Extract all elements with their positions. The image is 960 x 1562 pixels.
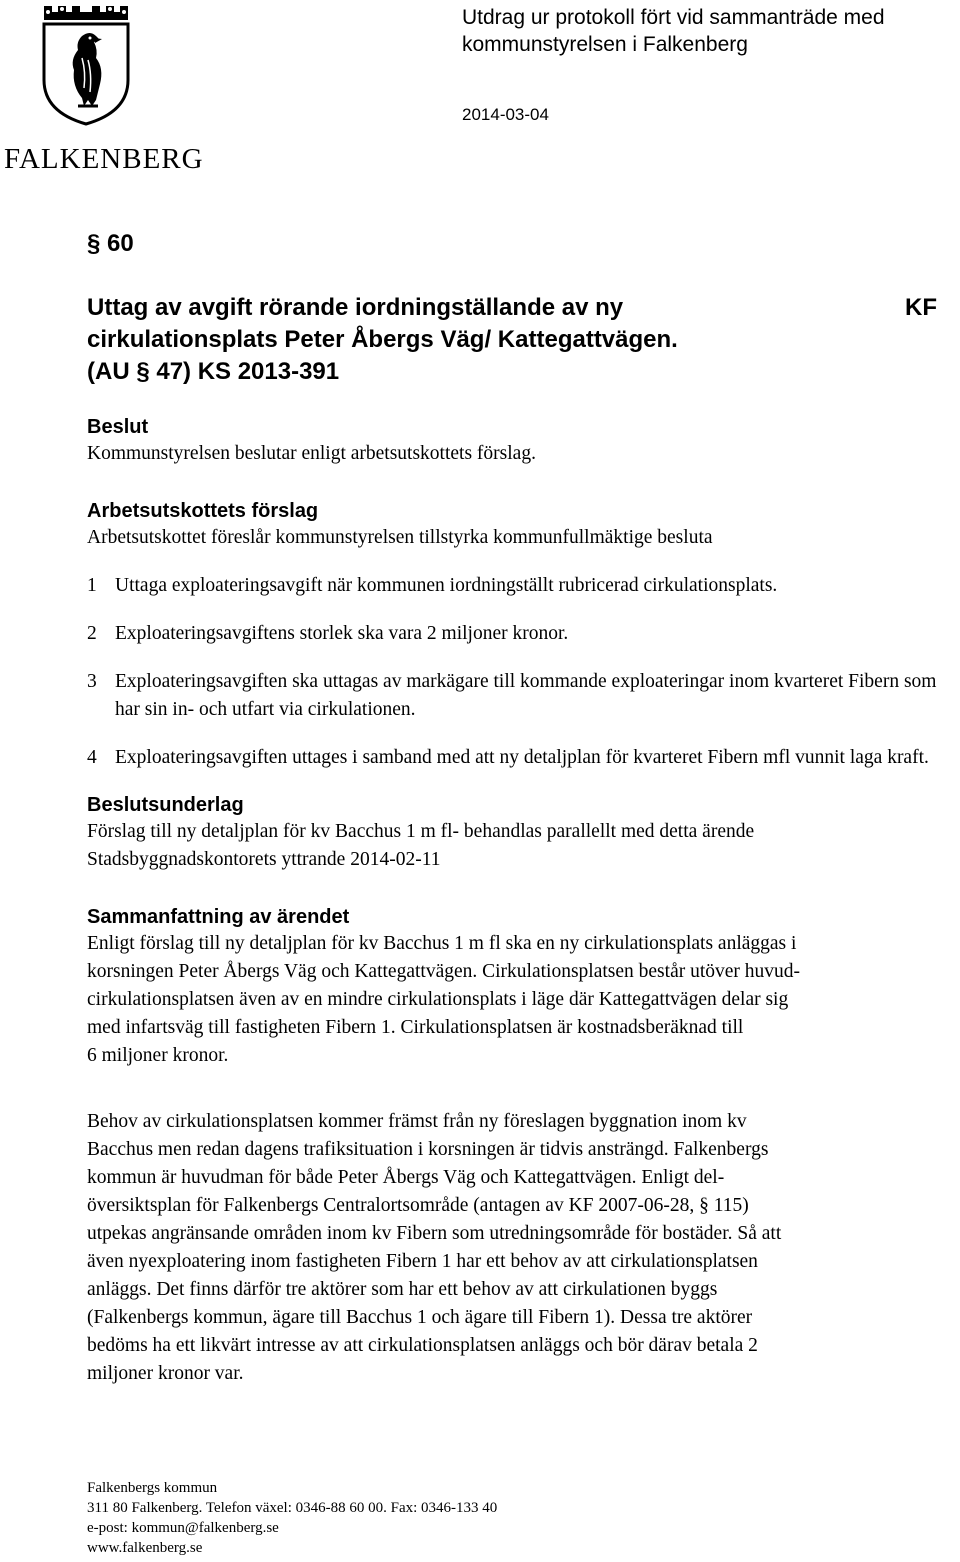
section-sammanfattning: [87, 904, 949, 1388]
text-line: bedöms ha ett likvärt intresse av att cirkulationsplatsen anläggs och bör därav betala 2: [87, 1335, 758, 1356]
logo-wordmark: FALKENBERG: [4, 143, 204, 175]
municipality-logo: [0, 0, 204, 176]
list-item-number: 1: [87, 575, 97, 596]
list-item-number: 3: [87, 671, 97, 692]
list-item: [87, 744, 949, 772]
text-line: Enligt förslag till ny detaljplan för kv Bacchus 1 m fl ska en ny cirkulationsplats anläggas i: [87, 933, 797, 954]
list-item-text: Exploateringsavgiften ska uttagas av markägare till kommande exploateringar inom kvarteret Fibern som har sin in- och utfart via cirkulationen.: [115, 671, 937, 720]
text-line: utpekas angränsande områden inom kv Fibern som utredningsområde för bostäder. Så att: [87, 1223, 782, 1244]
list-item-text: Exploateringsavgiftens storlek ska vara 2 miljoner kronor.: [115, 623, 569, 644]
text-line: korsningen Peter Åbergs Väg och Kattegattvägen. Cirkulationsplatsen består utöver huvud-: [87, 961, 801, 982]
text-line: anläggs. Det finns därför tre aktörer som har ett behov av att cirkulationen byggs: [87, 1279, 718, 1300]
sammanfattning-paragraph-1: [87, 930, 949, 1070]
text-line: cirkulationsplatsen även av en mindre cirkulationsplats i läge där Kattegattvägen delar sig: [87, 989, 789, 1010]
footer-address: 311 80 Falkenberg. Telefon växel: 0346-88 60 00. Fax: 0346-133 40: [87, 1500, 498, 1516]
title-line3: (AU § 47) KS 2013-391: [87, 358, 340, 385]
footer-email: e-post: kommun@falkenberg.se: [87, 1520, 279, 1536]
list-item-text: Exploateringsavgiften uttages i samband med att ny detaljplan för kvarteret Fibern mfl vunnit laga kraft.: [115, 747, 929, 768]
list-item-text: Uttaga exploateringsavgift när kommunen iordningställt rubricerad cirkulationsplats.: [115, 575, 778, 596]
text-line: kommun är huvudman för både Peter Åbergs Väg och Kattegattvägen. Enligt del-: [87, 1167, 725, 1188]
protocol-header: [462, 4, 952, 58]
document-body: [87, 414, 949, 1388]
meeting-date: 2014-03-04: [462, 105, 549, 124]
paragraph-number: § 60: [87, 230, 134, 257]
section-beslutsunderlag: [87, 792, 949, 874]
list-item-number: 4: [87, 747, 97, 768]
text-line: översiktsplan för Falkenbergs Centralortsområde (antagen av KF 2007-06-28, § 115): [87, 1195, 749, 1216]
sammanfattning-paragraph-2: [87, 1108, 949, 1388]
text-line: 6 miljoner kronor.: [87, 1045, 229, 1066]
text-line: även nyexploatering inom fastigheten Fibern 1 har ett behov av att cirkulationsplatsen: [87, 1251, 758, 1272]
footer-web: www.falkenberg.se: [87, 1540, 203, 1556]
text-line: med infartsväg till fastigheten Fibern 1. Cirkulationsplatsen är kostnadsberäknad till: [87, 1017, 744, 1038]
page-footer: [87, 1478, 497, 1558]
list-item: [87, 620, 949, 648]
protocol-header-line2: kommunstyrelsen i Falkenberg: [462, 33, 748, 56]
heading-arbetsutskottets-forslag: Arbetsutskottets förslag: [87, 500, 319, 522]
text-line: Bacchus men redan dagens trafiksituation i korsningen är tidvis ansträngd. Falkenbergs: [87, 1139, 769, 1160]
heading-beslutsunderlag: Beslutsunderlag: [87, 794, 244, 816]
forslag-intro: Arbetsutskottet föreslår kommunstyrelsen tillstyrka kommunfullmäktige besluta: [87, 527, 713, 548]
section-beslut: [87, 414, 949, 468]
beslut-text: Kommunstyrelsen beslutar enligt arbetsutskottets förslag.: [87, 443, 536, 464]
text-line: (Falkenbergs kommun, ägare till Bacchus 1 och ägare till Fibern 1). Dessa tre aktörer: [87, 1307, 753, 1328]
title-line2: cirkulationsplats Peter Åbergs Väg/ Kattegattvägen.: [87, 326, 678, 353]
title-tag-kf: KF: [905, 294, 937, 321]
coat-of-arms-icon: [38, 2, 134, 126]
text-line: Behov av cirkulationsplatsen kommer främst från ny föreslagen byggnation inom kv: [87, 1111, 747, 1132]
list-item: [87, 572, 949, 600]
footer-org: Falkenbergs kommun: [87, 1480, 218, 1496]
title-line1: Uttag av avgift rörande iordningställande av ny: [87, 294, 624, 321]
beslutsunderlag-line1: Förslag till ny detaljplan för kv Bacchus 1 m fl- behandlas parallellt med detta ärende: [87, 821, 755, 842]
text-line: miljoner kronor var.: [87, 1363, 244, 1384]
document-title: [87, 292, 807, 388]
list-item-number: 2: [87, 623, 97, 644]
list-item: [87, 668, 949, 724]
beslutsunderlag-line2: Stadsbyggnadskontorets yttrande 2014-02-11: [87, 849, 441, 870]
heading-beslut: Beslut: [87, 416, 149, 438]
heading-sammanfattning: Sammanfattning av ärendet: [87, 906, 350, 928]
section-arbetsutskottets-forslag: [87, 498, 949, 772]
protocol-header-line1: Utdrag ur protokoll fört vid sammanträde med: [462, 6, 885, 29]
